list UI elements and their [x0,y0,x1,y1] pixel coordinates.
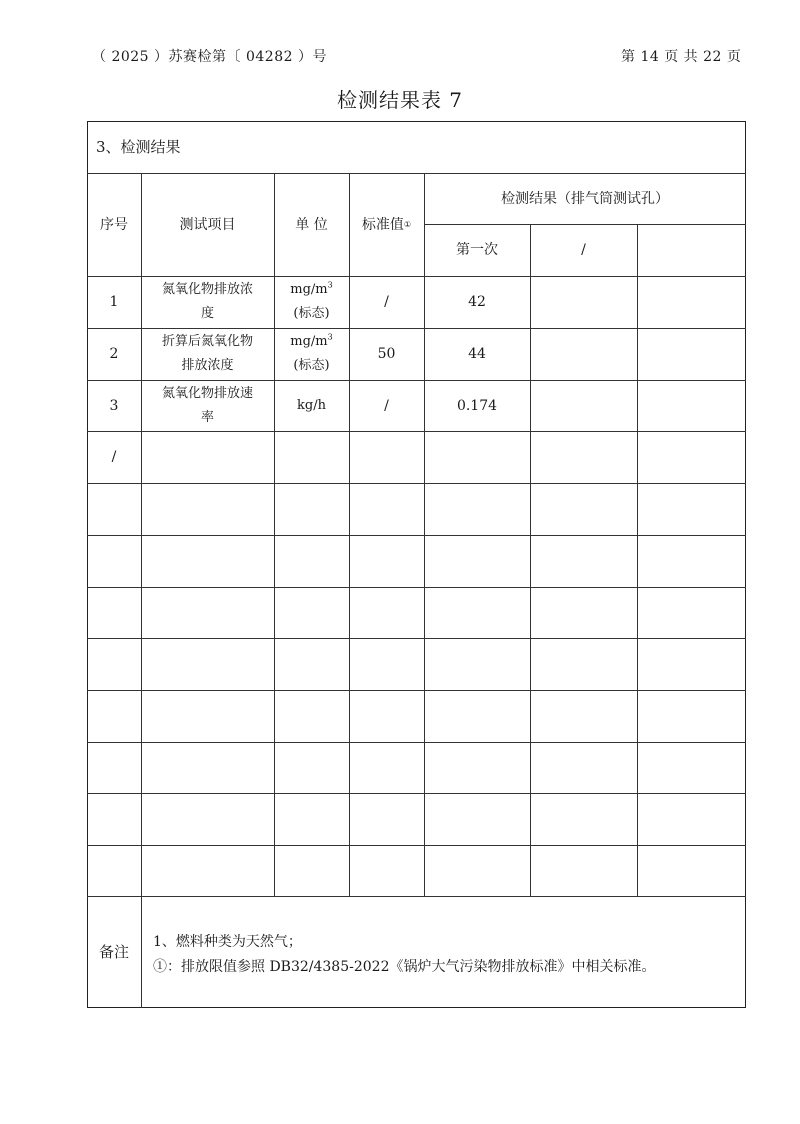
row2-result-first: 44 [468,346,486,362]
table-title: 检测结果表 7 [336,88,464,112]
row1-seq: 1 [109,294,119,310]
report-number: （ 2025 ）苏赛检第〔 04282 ）号 [92,49,327,65]
row2-unit-line1: mg/m [290,334,328,349]
row2-unit-superscript: 3 [327,332,333,342]
remarks-label: 备注 [98,943,129,961]
row3-item [141,380,274,431]
row1-unit-line1: mg/m [290,282,328,297]
header-standard: 标准值 ① [349,173,424,276]
row-divider [87,896,746,897]
header-first-test: 第一次 [456,242,498,258]
row-divider [87,638,746,639]
header-result-group: 检测结果（排气筒测试孔） [501,190,669,207]
row1-result-first: 42 [468,294,486,310]
row1-unit-line2: (标态) [293,306,330,321]
header-seq: 序号 [100,216,128,233]
row-divider [87,535,746,536]
column-divider [141,896,142,1008]
row-divider [87,587,746,588]
header-standard-label: 标准值 [361,216,404,233]
row-divider [87,431,746,432]
remark-line-2: ①：排放限值参照 DB32/4385-2022《锅炉大气污染物排放标准》中相关标准。 [153,959,656,975]
header-unit: 单 位 [295,216,328,233]
row3-seq: 3 [109,397,119,414]
row1-standard: / [384,294,389,310]
row3-item-line2: 率 [200,409,214,425]
row4-seq: / [111,449,117,465]
row2-unit-line2: (标态) [293,358,330,373]
section-heading: 3、检测结果 [96,138,181,156]
row2-standard: 50 [377,346,396,362]
remark-line-1: 1、燃料种类为天然气； [153,934,302,950]
row1-item-line1: 氮氧化物排放浓 [161,282,253,297]
header-third-test [637,224,746,276]
row-divider [87,845,746,846]
row2-unit [274,328,349,380]
row-divider [87,793,746,794]
row3-result-first: 0.174 [456,397,498,414]
row1-unit-superscript: 3 [327,280,333,290]
row-divider [87,483,746,484]
header-item: 测试项目 [179,216,236,233]
column-divider [530,224,531,896]
row2-item [141,328,274,380]
row1-item-line2: 度 [200,306,214,321]
row-divider [87,742,746,743]
row1-item [141,276,274,328]
header-second-test: / [581,242,586,258]
row2-item-line1: 折算后氮氧化物 [161,334,253,349]
row1-unit [274,276,349,328]
row3-unit: kg/h [297,397,326,413]
page-indicator: 第 14 页 共 22 页 [621,49,742,65]
row3-item-line1: 氮氧化物排放速 [161,385,253,401]
row3-standard: / [384,397,389,414]
row2-item-line2: 排放浓度 [181,358,234,373]
column-divider [637,224,638,896]
row-divider [87,690,746,691]
row2-seq: 2 [109,346,119,362]
